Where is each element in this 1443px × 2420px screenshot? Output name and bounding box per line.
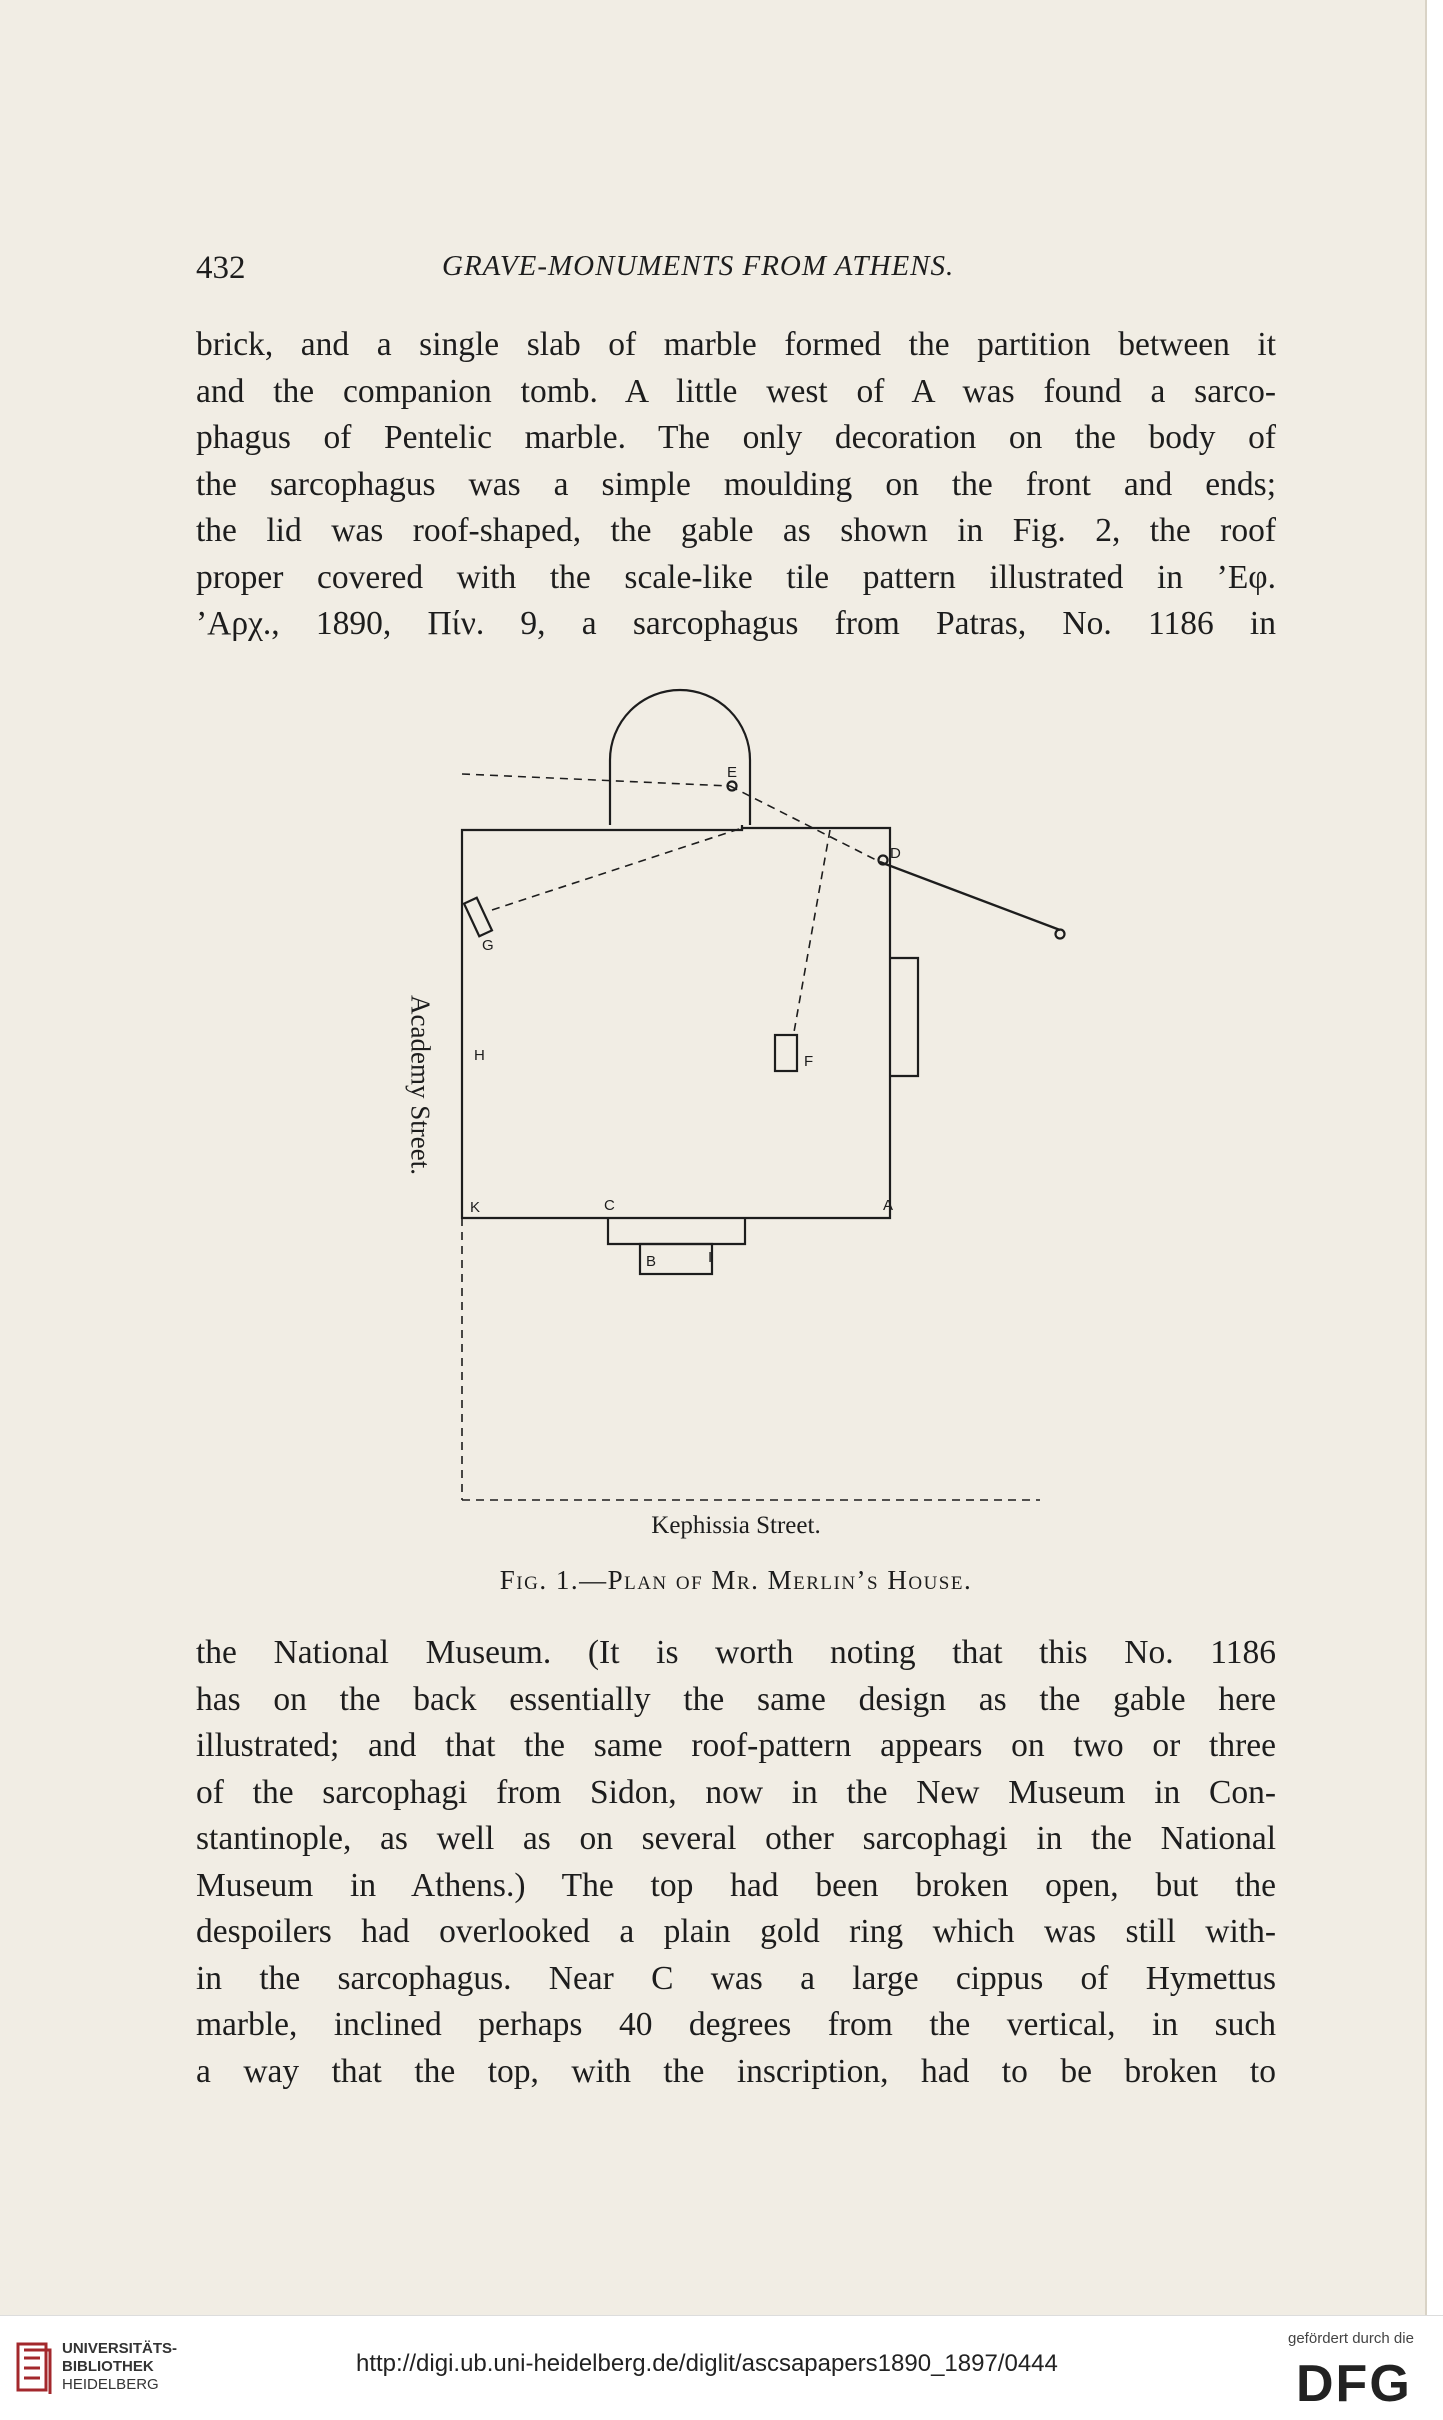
permalink-url[interactable]: http://digi.ub.uni-heidelberg.de/diglit/ascsapapers1890_1897/0444 bbox=[356, 2350, 1058, 2377]
text-line: proper covered with the scale-like tile pattern illustrated in ’Εφ. bbox=[196, 558, 1276, 596]
text-line: brick, and a single slab of marble formed the partition between it bbox=[196, 326, 1276, 363]
label-E: E bbox=[727, 764, 738, 781]
label-A: A bbox=[883, 1197, 894, 1214]
label-C: C bbox=[604, 1197, 615, 1214]
label-D: D bbox=[890, 845, 901, 862]
kephissia-street-label: Kephissia Street. bbox=[651, 1512, 821, 1539]
text-line: despoilers had overlooked a plain gold ring which was still with- bbox=[196, 1913, 1276, 1950]
house-outline bbox=[462, 828, 890, 1218]
figure-caption: Fig. 1.—Plan of Mr. Merlin’s House. bbox=[499, 1565, 973, 1595]
library-logo-icon[interactable] bbox=[14, 2338, 54, 2396]
text-line: stantinople, as well as on several other sarcophagi in the National bbox=[196, 1820, 1276, 1857]
rect-F bbox=[775, 1035, 797, 1071]
label-K: K bbox=[470, 1199, 481, 1216]
library-name[interactable] bbox=[62, 2340, 177, 2394]
text-line: illustrated; and that the same roof-pattern appears on two or three bbox=[196, 1727, 1276, 1764]
library-name-line: HEIDELBERG bbox=[62, 2376, 159, 2393]
bottom-annex bbox=[608, 1218, 745, 1244]
viewer-footer bbox=[0, 2315, 1443, 2420]
text-line: the sarcophagus was a simple moulding on the front and ends; bbox=[196, 465, 1276, 503]
text-line: of the sarcophagi from Sidon, now in the New Museum in Con- bbox=[196, 1773, 1276, 1811]
text-line: phagus of Pentelic marble. The only decoration on the body of bbox=[196, 419, 1276, 456]
page-number: 432 bbox=[196, 250, 246, 286]
library-name-line: BIBLIOTHEK bbox=[62, 2358, 154, 2375]
apse-outline bbox=[610, 690, 750, 825]
running-head-title: GRAVE-MONUMENTS FROM ATHENS. bbox=[442, 250, 955, 282]
text-line: has on the back essentially the same design as the gable here bbox=[196, 1680, 1276, 1718]
text-line: and the companion tomb. A little west of A was found a sarco- bbox=[196, 372, 1276, 410]
paragraph-bottom bbox=[196, 1630, 1276, 2095]
academy-street-label: Academy Street. bbox=[405, 995, 436, 1175]
label-B: B bbox=[646, 1253, 657, 1270]
text-line: marble, inclined perhaps 40 degrees from the vertical, in such bbox=[196, 2006, 1276, 2043]
text-line: Museum in Athens.) The top had been broken open, but the bbox=[196, 1866, 1276, 1904]
label-H: H bbox=[474, 1047, 485, 1064]
label-G: G bbox=[482, 937, 494, 954]
text-line: in the sarcophagus. Near C was a large cippus of Hymettus bbox=[196, 1959, 1276, 1997]
label-F: F bbox=[804, 1053, 814, 1070]
rect-G bbox=[464, 898, 492, 937]
text-line: the National Museum. (It is worth noting that this No. 1186 bbox=[196, 1634, 1276, 1671]
text-line: a way that the top, with the inscription, had to be broken to bbox=[196, 2052, 1276, 2090]
funded-by-text: gefördert durch die bbox=[1288, 2330, 1414, 2347]
library-name-line: UNIVERSITÄTS- bbox=[62, 2340, 178, 2357]
text-line: ’Αρχ., 1890, Πίν. 9, a sarcophagus from Patras, No. 1186 in bbox=[196, 605, 1276, 642]
label-I: I bbox=[708, 1249, 713, 1266]
dfg-logo[interactable]: DFG bbox=[1296, 2355, 1412, 2413]
text-line: the lid was roof-shaped, the gable as shown in Fig. 2, the roof bbox=[196, 512, 1276, 549]
right-annex bbox=[890, 958, 918, 1076]
